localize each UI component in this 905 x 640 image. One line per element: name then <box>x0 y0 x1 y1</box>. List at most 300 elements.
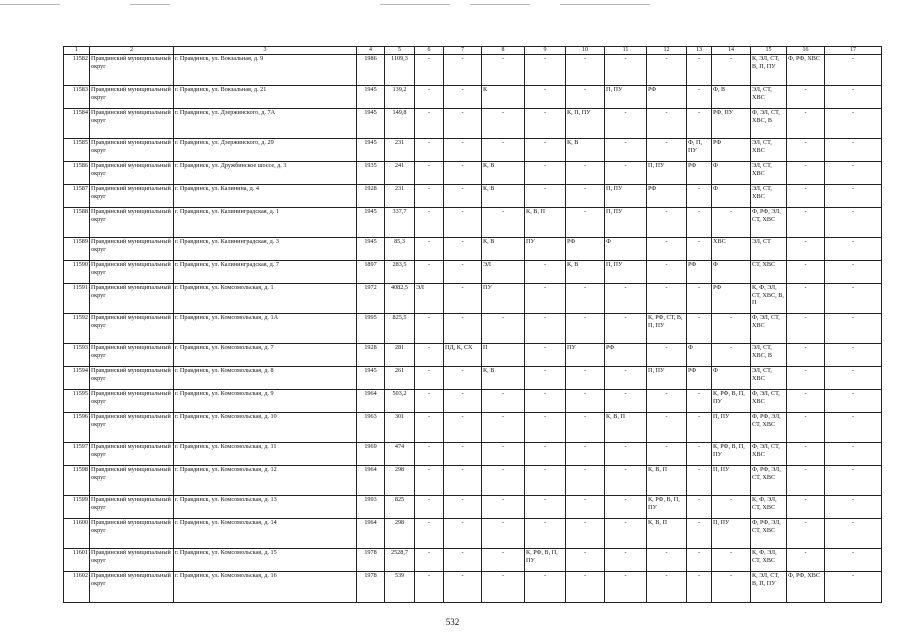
table-cell: - <box>444 390 482 413</box>
table-cell: - <box>566 284 605 314</box>
column-number: 13 <box>687 47 712 55</box>
table-cell: 539 <box>385 572 415 603</box>
table-cell: - <box>415 413 444 443</box>
table-row <box>64 519 882 549</box>
table-cell: 1109,3 <box>385 55 415 86</box>
table-cell: - <box>566 466 605 496</box>
column-number: 1 <box>64 47 90 55</box>
table-cell: - <box>787 413 825 443</box>
table-cell: Ф, РФ, ЭЛ, СТ, ХВС <box>751 208 787 238</box>
table-cell: - <box>566 86 605 109</box>
table-cell: РФ <box>712 284 751 314</box>
table-cell: 11600 <box>64 519 90 549</box>
table-cell: Ф <box>687 344 712 367</box>
table-cell: - <box>482 109 525 139</box>
column-number: 15 <box>751 47 787 55</box>
table-cell: - <box>825 86 882 109</box>
table-cell: - <box>415 314 444 344</box>
table-cell: 241 <box>385 162 415 185</box>
table-cell: - <box>647 344 687 367</box>
table-cell: - <box>647 549 687 572</box>
table-cell: Правдинский муниципальный округ <box>90 208 174 238</box>
table-cell: 11598 <box>64 466 90 496</box>
table-cell: Ф, ЭЛ, СТ, ХВС <box>751 443 787 466</box>
table-cell: г. Правдинск, ул. Комсомольская, д. 13 <box>174 496 357 519</box>
table-cell: 1928 <box>357 344 385 367</box>
table-cell: Ф <box>712 261 751 284</box>
table-cell: ЭЛ, СТ, ХВС, В <box>751 344 787 367</box>
table-cell: - <box>787 466 825 496</box>
table-cell: - <box>647 208 687 238</box>
table-cell: - <box>525 109 566 139</box>
table-cell: - <box>825 496 882 519</box>
table-row <box>64 344 882 367</box>
table-cell: - <box>647 109 687 139</box>
table-cell: - <box>687 238 712 261</box>
table-cell: 11586 <box>64 162 90 185</box>
table-cell: Ф, ЭЛ, СТ, ХВС <box>751 390 787 413</box>
table-cell: - <box>482 55 525 86</box>
table-cell: Правдинский муниципальный округ <box>90 519 174 549</box>
table-row <box>64 496 882 519</box>
table-cell: 281 <box>385 344 415 367</box>
table-cell: - <box>605 314 647 344</box>
table-cell: - <box>687 413 712 443</box>
table-cell: 139,2 <box>385 86 415 109</box>
table-cell: 1945 <box>357 208 385 238</box>
table-cell: 11582 <box>64 55 90 86</box>
table-cell: - <box>687 86 712 109</box>
table-cell: 2528,7 <box>385 549 415 572</box>
table-cell: - <box>605 519 647 549</box>
table-cell: Правдинский муниципальный округ <box>90 390 174 413</box>
table-cell: РФ <box>647 185 687 208</box>
table-cell: 1969 <box>357 443 385 466</box>
table-row <box>64 390 882 413</box>
table-cell: - <box>482 519 525 549</box>
table-cell: 1964 <box>357 466 385 496</box>
table-cell: П, ПУ <box>712 466 751 496</box>
table-cell: - <box>482 572 525 603</box>
table-row <box>64 261 882 284</box>
table-cell: Ф <box>712 185 751 208</box>
table-row <box>64 367 882 390</box>
table-cell: - <box>525 139 566 162</box>
table-cell: - <box>415 109 444 139</box>
table-cell: - <box>687 549 712 572</box>
table-cell: К, В, П <box>605 413 647 443</box>
table-cell: - <box>687 572 712 603</box>
table-cell: - <box>525 314 566 344</box>
table-row <box>64 413 882 443</box>
table-cell: - <box>787 185 825 208</box>
table-cell: П, ПУ <box>605 261 647 284</box>
table-cell: г. Правдинск, ул. Дзержинского, д. 29 <box>174 139 357 162</box>
table-cell: - <box>605 390 647 413</box>
table-cell: РФ, ПУ <box>712 109 751 139</box>
table-cell: - <box>482 139 525 162</box>
table-cell: Правдинский муниципальный округ <box>90 314 174 344</box>
table-cell: - <box>415 185 444 208</box>
table-cell: - <box>415 261 444 284</box>
table-cell: г. Правдинск, ул. Калининградская, д. 3 <box>174 238 357 261</box>
column-number: 6 <box>415 47 444 55</box>
column-number: 17 <box>825 47 882 55</box>
table-cell: 11585 <box>64 139 90 162</box>
table-cell: г. Правдинск, ул. Комсомольская, д. 15 <box>174 549 357 572</box>
table-cell: ЭЛ, СТ, ХВС <box>751 162 787 185</box>
table-cell: - <box>605 109 647 139</box>
table-cell: - <box>415 139 444 162</box>
table-cell: - <box>787 314 825 344</box>
table-cell: - <box>687 519 712 549</box>
table-cell: - <box>415 572 444 603</box>
table-row <box>64 549 882 572</box>
table-cell: 11601 <box>64 549 90 572</box>
table-cell: г. Правдинск, ул. Вокзальная, д. 21 <box>174 86 357 109</box>
table-cell: - <box>687 109 712 139</box>
table-cell: - <box>787 519 825 549</box>
column-number: 9 <box>525 47 566 55</box>
table-cell: 11593 <box>64 344 90 367</box>
table-cell: - <box>687 390 712 413</box>
table-cell: - <box>647 390 687 413</box>
table-cell: - <box>787 238 825 261</box>
table-cell: - <box>825 390 882 413</box>
table-cell: - <box>787 109 825 139</box>
table-cell: Ф <box>605 238 647 261</box>
table-cell: - <box>605 549 647 572</box>
table-cell: К, РФ, СТ, В, П, ПУ <box>647 314 687 344</box>
table-cell: 11599 <box>64 496 90 519</box>
table-cell: г. Правдинск, ул. Комсомольская, д. 12 <box>174 466 357 496</box>
column-number: 7 <box>444 47 482 55</box>
table-cell: 149,8 <box>385 109 415 139</box>
table-cell: - <box>825 466 882 496</box>
table-cell: - <box>525 443 566 466</box>
table-cell: - <box>415 367 444 390</box>
table-cell: Правдинский муниципальный округ <box>90 284 174 314</box>
table-cell: г. Правдинск, ул. Комсомольская, д. 9 <box>174 390 357 413</box>
table-cell: г. Правдинск, ул. Комсомольская, д. 16 <box>174 572 357 603</box>
table-cell: П, ПУ <box>712 519 751 549</box>
table-cell: - <box>687 443 712 466</box>
table-cell: ЭЛ, СТ <box>751 238 787 261</box>
table-cell: К, В <box>482 238 525 261</box>
table-cell: - <box>444 367 482 390</box>
table-cell: - <box>825 549 882 572</box>
table-cell: - <box>787 367 825 390</box>
table-cell: г. Правдинск, ул. Калининградская, д. 7 <box>174 261 357 284</box>
table-cell: - <box>525 86 566 109</box>
table-cell: - <box>825 261 882 284</box>
table-cell: 1897 <box>357 261 385 284</box>
table-cell: г. Правдинск, ул. Вокзальная, д. 9 <box>174 55 357 86</box>
table-cell: 231 <box>385 185 415 208</box>
table-cell: - <box>482 549 525 572</box>
table-cell: Правдинский муниципальный округ <box>90 466 174 496</box>
column-number: 2 <box>90 47 174 55</box>
table-cell: - <box>525 390 566 413</box>
table-cell: Правдинский муниципальный округ <box>90 549 174 572</box>
column-number: 12 <box>647 47 687 55</box>
table-row <box>64 86 882 109</box>
table-cell: - <box>787 261 825 284</box>
table-cell: - <box>712 549 751 572</box>
table-cell: - <box>647 572 687 603</box>
table-cell: 85,3 <box>385 238 415 261</box>
table-cell: 825,5 <box>385 314 415 344</box>
table-cell: - <box>712 572 751 603</box>
table-cell: 1972 <box>357 284 385 314</box>
table-cell: ПД, К, СХ <box>444 344 482 367</box>
table-cell: г. Правдинск, ул. Дзержинского, д. 7А <box>174 109 357 139</box>
column-number: 11 <box>605 47 647 55</box>
table-cell: - <box>787 139 825 162</box>
table-cell: - <box>712 208 751 238</box>
table-cell: 1978 <box>357 572 385 603</box>
table-cell: - <box>444 86 482 109</box>
table-cell: г. Правдинск, ул. Комсомольская, д. 10 <box>174 413 357 443</box>
table-cell: - <box>525 162 566 185</box>
table-cell: - <box>566 443 605 466</box>
table-cell: РФ <box>712 139 751 162</box>
table-cell: - <box>525 367 566 390</box>
table-cell: РФ <box>605 344 647 367</box>
table-row <box>64 284 882 314</box>
table-cell: П, ПУ <box>605 86 647 109</box>
table-cell: - <box>444 413 482 443</box>
table-cell: - <box>712 344 751 367</box>
table-cell: - <box>525 284 566 314</box>
table-cell: - <box>687 284 712 314</box>
table-cell: Ф, П, ПУ <box>687 139 712 162</box>
column-number: 8 <box>482 47 525 55</box>
table-cell: - <box>687 185 712 208</box>
table-cell: - <box>787 284 825 314</box>
table-cell: - <box>825 314 882 344</box>
table-cell: - <box>825 413 882 443</box>
table-cell: П, ПУ <box>605 185 647 208</box>
table-cell: Правдинский муниципальный округ <box>90 162 174 185</box>
table-cell: - <box>482 208 525 238</box>
table-cell: - <box>482 496 525 519</box>
table-cell: Ф, РФ, ХВС <box>787 572 825 603</box>
table-cell: - <box>605 284 647 314</box>
table-cell: - <box>787 549 825 572</box>
table-cell: Правдинский муниципальный округ <box>90 496 174 519</box>
table-row <box>64 162 882 185</box>
table-cell: Ф, РФ, ХВС <box>787 55 825 86</box>
table-cell: 298 <box>385 519 415 549</box>
table-cell: - <box>712 55 751 86</box>
table-cell: Ф, РФ, ЭЛ, СТ, ХВС <box>751 519 787 549</box>
table-cell: - <box>415 390 444 413</box>
table-cell: - <box>482 390 525 413</box>
table-cell: Правдинский муниципальный округ <box>90 413 174 443</box>
table-cell: г. Правдинск, ул. Комсомольская, д. 14 <box>174 519 357 549</box>
table-cell: К, В <box>566 139 605 162</box>
table-cell: 1935 <box>357 162 385 185</box>
table-cell: - <box>444 261 482 284</box>
table-cell: П, ПУ <box>605 208 647 238</box>
table-cell: Правдинский муниципальный округ <box>90 443 174 466</box>
table-cell: 1945 <box>357 86 385 109</box>
table-cell: - <box>415 496 444 519</box>
table-row <box>64 238 882 261</box>
table-cell: 1945 <box>357 238 385 261</box>
table-cell: - <box>444 519 482 549</box>
table-cell: 1945 <box>357 109 385 139</box>
table-cell: - <box>787 86 825 109</box>
table-cell: Правдинский муниципальный округ <box>90 261 174 284</box>
table-cell: - <box>415 443 444 466</box>
table-cell: Правдинский муниципальный округ <box>90 572 174 603</box>
housing-register-table <box>63 46 882 603</box>
table-cell: 11583 <box>64 86 90 109</box>
table-cell: г. Правдинск, ул. Комсомольская, д. 1 <box>174 284 357 314</box>
table-cell: Правдинский муниципальный округ <box>90 86 174 109</box>
page-number: 532 <box>445 617 460 627</box>
table-cell: - <box>415 238 444 261</box>
table-cell: К, РФ, В, П, ПУ <box>647 496 687 519</box>
table-row <box>64 139 882 162</box>
table-cell: 503,2 <box>385 390 415 413</box>
top-edge-artifact <box>0 4 905 5</box>
table-cell: - <box>787 496 825 519</box>
table-cell: 301 <box>385 413 415 443</box>
table-cell: РФ <box>566 238 605 261</box>
table-cell: - <box>566 572 605 603</box>
table-cell: - <box>525 572 566 603</box>
table-cell: - <box>525 496 566 519</box>
table-cell: ЭЛ, СТ, ХВС <box>751 185 787 208</box>
table-cell: - <box>825 367 882 390</box>
table-cell: Ф <box>712 162 751 185</box>
table-cell: - <box>605 55 647 86</box>
table-cell: 11587 <box>64 185 90 208</box>
table-cell: - <box>415 86 444 109</box>
table-cell: 11592 <box>64 314 90 344</box>
table-cell: К, РФ, В, П, ПУ <box>525 549 566 572</box>
table-cell: - <box>687 55 712 86</box>
table-cell: - <box>482 314 525 344</box>
column-number: 3 <box>174 47 357 55</box>
table-cell: - <box>787 344 825 367</box>
table-cell: 1963 <box>357 413 385 443</box>
table-cell: 1945 <box>357 139 385 162</box>
table-row <box>64 55 882 86</box>
table-cell: г. Правдинск, ул. Комсомольская, д. 7 <box>174 344 357 367</box>
table-cell: - <box>647 284 687 314</box>
table-cell: 1964 <box>357 519 385 549</box>
table-cell: К, В <box>482 185 525 208</box>
table-cell: 11594 <box>64 367 90 390</box>
table-cell: - <box>787 443 825 466</box>
table-row <box>64 572 882 603</box>
table-cell: Ф, ЭЛ, СТ, ХВС, В <box>751 109 787 139</box>
table-cell: - <box>687 496 712 519</box>
table-row <box>64 109 882 139</box>
table-cell: Правдинский муниципальный округ <box>90 238 174 261</box>
table-cell: - <box>566 549 605 572</box>
table-cell: - <box>444 208 482 238</box>
table-cell: Ф, ЭЛ, СТ, ХВС <box>751 314 787 344</box>
table-cell: - <box>415 55 444 86</box>
table-cell: Правдинский муниципальный округ <box>90 344 174 367</box>
table-cell: - <box>605 443 647 466</box>
table-cell: К, В <box>566 261 605 284</box>
table-cell: - <box>605 139 647 162</box>
table-cell: 231 <box>385 139 415 162</box>
column-number: 14 <box>712 47 751 55</box>
table-cell: ЭЛ <box>415 284 444 314</box>
table-cell: К, Ф, ЭЛ, СТ, ХВС <box>751 549 787 572</box>
table-cell: - <box>787 162 825 185</box>
table-cell: - <box>566 208 605 238</box>
table-cell: П <box>482 344 525 367</box>
table-cell: - <box>647 443 687 466</box>
table-cell: - <box>566 413 605 443</box>
table-cell: Правдинский муниципальный округ <box>90 139 174 162</box>
table-cell: 825 <box>385 496 415 519</box>
table-cell: - <box>566 55 605 86</box>
table-cell: РФ <box>647 86 687 109</box>
column-number: 5 <box>385 47 415 55</box>
table-cell: - <box>787 390 825 413</box>
table-cell: К, В, П <box>647 519 687 549</box>
table-cell: 1928 <box>357 185 385 208</box>
table-cell: - <box>825 55 882 86</box>
table-cell: - <box>687 466 712 496</box>
table-cell: К, В, П <box>647 466 687 496</box>
table-cell: 11596 <box>64 413 90 443</box>
table-cell: - <box>444 139 482 162</box>
table-cell: - <box>444 238 482 261</box>
table-cell: - <box>566 185 605 208</box>
table-cell: Ф, РФ, ЭЛ, СТ, ХВС <box>751 466 787 496</box>
table-cell: К, П, ПУ <box>566 109 605 139</box>
table-cell: 11588 <box>64 208 90 238</box>
table-cell: - <box>444 185 482 208</box>
table-cell: - <box>605 496 647 519</box>
table-cell: - <box>444 284 482 314</box>
table-cell: г. Правдинск, ул. Комсомольская, д. 11 <box>174 443 357 466</box>
table-cell: 337,7 <box>385 208 415 238</box>
table-cell: - <box>825 139 882 162</box>
table-cell: 11595 <box>64 390 90 413</box>
table-cell: ХВС <box>712 238 751 261</box>
table-cell: - <box>482 443 525 466</box>
table-cell: К, РФ, В, П, ПУ <box>712 443 751 466</box>
table-cell: П, ПУ <box>647 162 687 185</box>
table-cell: - <box>566 367 605 390</box>
table-cell: - <box>647 413 687 443</box>
table-cell: - <box>647 55 687 86</box>
table-cell: - <box>647 139 687 162</box>
table-cell: 1964 <box>357 390 385 413</box>
table-cell: - <box>825 185 882 208</box>
table-cell: К, РФ, В, П, ПУ <box>712 390 751 413</box>
table-cell: - <box>415 344 444 367</box>
table-cell: ПУ <box>566 344 605 367</box>
table-cell: Правдинский муниципальный округ <box>90 55 174 86</box>
table-cell: К, В <box>482 367 525 390</box>
table-cell: - <box>825 443 882 466</box>
table-cell: - <box>525 519 566 549</box>
table-cell: г. Правдинск, ул. Калининградская, д. 1 <box>174 208 357 238</box>
column-number: 16 <box>787 47 825 55</box>
